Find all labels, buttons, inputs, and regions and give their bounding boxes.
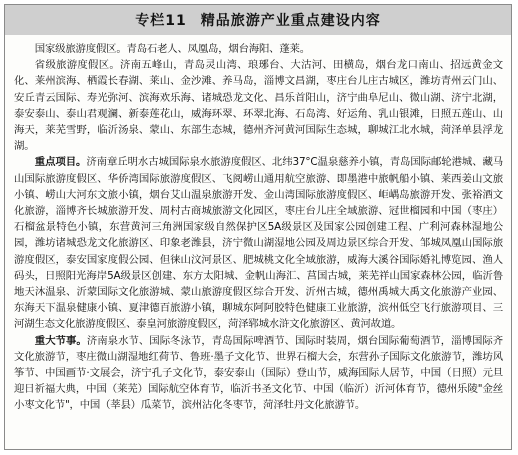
section-major-events <box>14 333 503 414</box>
section-text: 国家级旅游度假区。青岛石老人、凤凰岛，烟台海阳、蓬莱。 <box>34 43 310 55</box>
panel-title <box>135 10 380 30</box>
section-heading: 重大节事。 <box>34 334 87 347</box>
column-label: 专栏11 <box>135 13 187 29</box>
section-key-projects <box>14 154 503 332</box>
section-provincial-resorts <box>14 57 503 154</box>
section-heading: 重点项目。 <box>34 156 87 169</box>
panel-content <box>14 41 503 414</box>
section-text: 省级旅游度假区。济南五峰山，青岛灵山湾、琅琊台、大沽河、田横岛，烟台龙口南山、招远黄金文化、莱州滨海、栖霞长春湖、莱山、金沙滩、养马岛，淄博文昌湖，枣庄台儿庄古城区，潍坊青州云门山、安丘青云国际、寿光弥河、滨海欢乐海、诸城恐龙文化、昌乐首阳山，济宁曲阜尼山、微山湖、济宁北湖，泰安泰山、泰山君观澜、新泰莲花山，威海环翠、环翠北海、石岛湾、好运角、乳山银滩，日照五莲山、山海天，莱芜雪野，临沂汤泉、蒙山、东部生态城，德州齐河黄河国际生态城，聊城江北水城，菏泽单县浮龙湖。 <box>14 59 503 153</box>
section-text: 济南章丘明水古城国际泉水旅游度假区、北纬37°C温泉慈养小镇，青岛国际邮轮港城、藏马山国际旅游度假区、华侨湾国际旅游度假区、飞阅崂山通用航空旅游、即墨港中旅帆船小镇、莱西姜山文旅小镇、崂山大河东文旅小镇，烟台艾山温泉旅游开发、金山湾国际旅游度假区、岠嵎岛旅游开发、张裕酒文化旅游，淄博齐长城旅游开发、周村古商城旅游文化园区，枣庄台儿庄全域旅游、冠世榴园和中国（枣庄）石榴盆景特色小镇，东营黄河三角洲国家级自然保护区5A级景区及国家公园创建工程、广利河森林湿地公园，潍坊诸城恐龙文化旅游区、印象老潍县，济宁微山湖湿地公园及周边景区综合开发、邹城凤凰山国际旅游度假区，泰安国家度假公园、但徕山汶河景区、肥城桃文化全域旅游，威海大溪谷国际婚礼博览园、渔人码头，日照阳光海岸5A级景区创建、东方太阳城、金帆山海汇、莒国古城，莱芜祥山国家森林公园，临沂鲁地天沐温泉、沂蒙国际文化旅游城、蒙山旅游度假区综合开发、沂州古城，德州禹城大禹文化旅游产业园、东海天下温泉健康小镇、夏津德百旅游小镇，聊城东阿阿胶特色健康工业旅游，滨州低空飞行旅游项目、三河湖生态文化旅游度假区、泰皇河旅游度假区，菏泽郓城水浒文化旅游区、黄河故道。 <box>14 156 504 331</box>
feature-panel <box>4 4 512 450</box>
section-national-resorts <box>14 41 503 57</box>
section-text: 济南泉水节、国际冬泳节，青岛国际啤酒节、国际时装周，烟台国际葡萄酒节，淄博国际齐文化旅游节，枣庄微山湖湿地红荷节、鲁班·墨子文化节、世界石榴大会，东营孙子国际文化旅游节，潍坊风筝节、中国画节·文展会，济宁孔子文化节，泰安泰山（国际）登山节，威海国际人居节，中国（日照）元旦迎日祈福大典，中国（莱芜）国际航空体育节，临沂书圣文化节、中国（临沂）沂河体育节，德州乐陵"金丝小枣文化节"，中国（莘县）瓜菜节，滨州沾化冬枣节，菏泽牡丹文化旅游节。 <box>14 334 503 412</box>
panel-heading: 精品旅游产业重点建设内容 <box>200 13 381 29</box>
title-band <box>5 5 511 35</box>
